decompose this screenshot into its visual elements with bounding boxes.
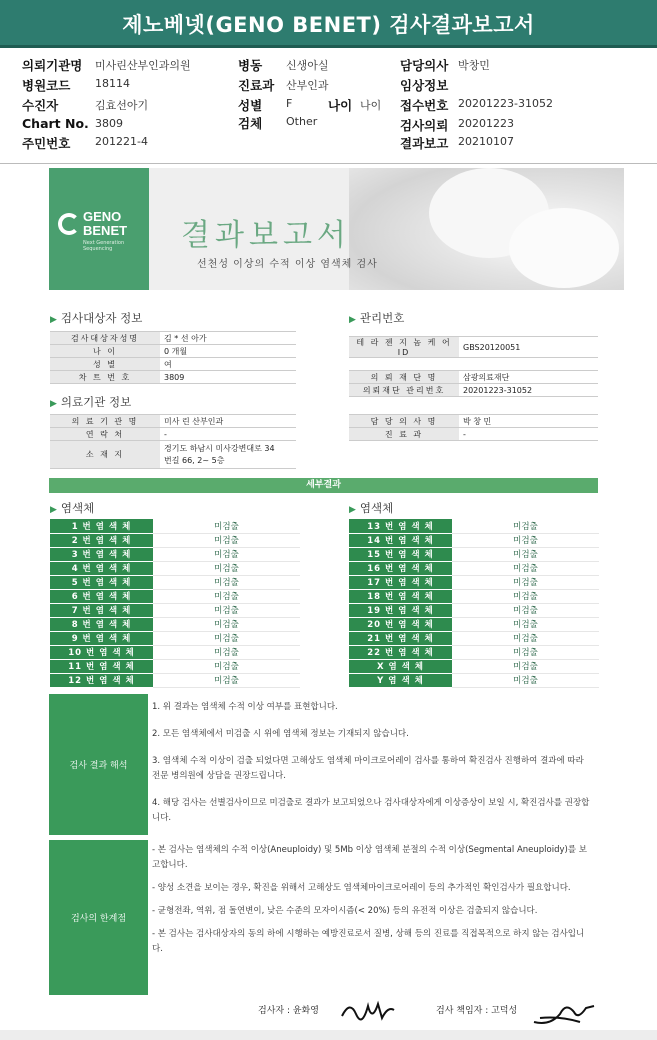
chromosome-result: 미검출 — [452, 589, 599, 603]
table-row — [50, 561, 300, 575]
tester-signature-icon — [338, 996, 398, 1028]
table-row — [349, 561, 599, 575]
report-header — [0, 0, 657, 48]
arrow-icon: ▶ — [50, 505, 57, 515]
key-cell: 진 료 과 — [349, 428, 459, 441]
chromosome-label: X 염 색 체 — [349, 659, 452, 673]
info-label: 병원코드 — [22, 78, 71, 93]
key-cell: 테 라 젠 지 놈 케 어 ID — [349, 337, 459, 358]
table-row — [50, 659, 300, 673]
key-cell: 담 당 의 사 명 — [349, 415, 459, 428]
value-cell: 김 * 선 아가 — [160, 332, 296, 345]
value-cell: 박 창 민 — [459, 415, 598, 428]
chromosome-label: 18 번 염 색 체 — [349, 589, 452, 603]
chromosome-result: 미검출 — [153, 533, 300, 547]
logo-panel — [49, 168, 149, 290]
chromosome-result: 미검출 — [452, 533, 599, 547]
info-label: Chart No. — [22, 116, 89, 131]
chromosome-result: 미검출 — [452, 561, 599, 575]
logo-line: GENO — [83, 209, 122, 224]
address-line: 경기도 하남시 미사강변대로 34 — [164, 443, 275, 453]
limitations-box — [49, 840, 598, 995]
table-row — [349, 659, 599, 673]
chromosome-result: 미검출 — [452, 547, 599, 561]
geno-logo-icon — [58, 213, 80, 235]
chromosome-table-right — [349, 519, 599, 688]
table-row — [349, 645, 599, 659]
chromosome-result: 미검출 — [153, 575, 300, 589]
key-cell: 의 료 기 관 명 — [50, 415, 160, 428]
result-banner — [49, 168, 624, 290]
divider — [0, 163, 657, 164]
value-cell: 미사 린 산부인과 — [160, 415, 296, 428]
table-row — [50, 358, 296, 371]
chromosome-result: 미검출 — [153, 659, 300, 673]
note-line: - 양성 소견을 보이는 경우, 확진을 위해서 고해상도 염색체마이크로어레이 등의 추가적인 확인검사가 필요합니다. — [152, 883, 571, 893]
subject-table — [50, 331, 296, 384]
banner-subtitle: 선천성 이상의 수적 이상 염색체 검사 — [197, 259, 378, 270]
chromosome-result: 미검출 — [452, 575, 599, 589]
limitations-text — [148, 840, 598, 995]
table-row — [50, 603, 300, 617]
banner-title: 결과보고서 — [181, 218, 351, 253]
arrow-icon: ▶ — [50, 399, 57, 409]
info-label: 결과보고 — [400, 136, 449, 151]
chromosome-label: 14 번 염 색 체 — [349, 533, 452, 547]
interpretation-label: 검사 결과 해석 — [49, 694, 148, 835]
info-label: 임상정보 — [400, 78, 449, 93]
note-line: 3. 염색체 수적 이상이 검출 되었다면 고해상도 염색체 마이크로어레이 검사를 통하여 확진검사 진행하여 결과에 따라 전문 병의원에 상담을 권장드립니다. — [152, 756, 584, 781]
info-value: 18114 — [95, 77, 130, 90]
key-cell: 검사대상자성명 — [50, 332, 160, 345]
chromosome-result: 미검출 — [452, 603, 599, 617]
value-cell: 여 — [160, 358, 296, 371]
chromosome-label: 3 번 염 색 체 — [50, 547, 153, 561]
chromosome-label: 10 번 염 색 체 — [50, 645, 153, 659]
info-label: 수진자 — [22, 98, 59, 113]
key-cell: 연 락 처 — [50, 428, 160, 441]
chromosome-label: 1 번 염 색 체 — [50, 519, 153, 533]
table-row — [349, 384, 598, 397]
footer-strip — [0, 1030, 657, 1040]
table-row — [349, 415, 598, 428]
section-heading — [349, 500, 393, 516]
detail-results-bar: 세부결과 — [49, 478, 598, 493]
chromosome-label: 21 번 염 색 체 — [349, 631, 452, 645]
table-row — [349, 673, 599, 687]
logo-line: BENET — [83, 223, 128, 238]
info-value: 20210107 — [458, 135, 514, 148]
table-row — [50, 371, 296, 384]
info-value: 박창민 — [458, 59, 490, 72]
info-value: 201221-4 — [95, 135, 148, 148]
table-row — [349, 631, 599, 645]
arrow-icon: ▶ — [349, 315, 356, 325]
value-cell: 0 개월 — [160, 345, 296, 358]
doctor-table — [349, 414, 598, 441]
chromosome-label: 22 번 염 색 체 — [349, 645, 452, 659]
note-line: 1. 위 결과는 염색체 수적 이상 여부를 표현합니다. — [152, 702, 338, 712]
interpretation-box — [49, 694, 598, 835]
info-value: Other — [286, 115, 318, 128]
value-cell: - — [459, 428, 598, 441]
table-row — [349, 575, 599, 589]
info-label: 성별 — [238, 98, 263, 113]
note-line: - 본 검사는 염색체의 수적 이상(Aneuploidy) 및 5Mb 이상 염색체 분절의 수적 이상(Segmental Aneuploidy)를 보고합니다. — [152, 845, 587, 870]
section-heading — [50, 500, 94, 516]
key-cell: 나 이 — [50, 345, 160, 358]
heading-text: 관리번호 — [359, 311, 405, 325]
table-row — [349, 547, 599, 561]
chromosome-table-left — [50, 519, 300, 688]
value-cell: 20201223-31052 — [459, 384, 598, 397]
table-row — [349, 617, 599, 631]
table-row — [50, 441, 296, 469]
limitations-label: 검사의 한계점 — [49, 840, 148, 995]
spacer-cell — [459, 358, 598, 371]
heading-text: 검사대상자 정보 — [60, 311, 143, 325]
section-heading — [50, 394, 131, 410]
age-value: 나이 — [360, 99, 382, 112]
info-label: 진료과 — [238, 78, 275, 93]
chromosome-label: 13 번 염 색 체 — [349, 519, 452, 533]
key-cell: 의뢰재단 관리번호 — [349, 384, 459, 397]
info-label: 담당의사 — [400, 58, 449, 73]
manager-signature-label: 검사 책임자 : 고덕성 — [436, 1006, 518, 1016]
chromosome-label: 7 번 염 색 체 — [50, 603, 153, 617]
note-line: 2. 모든 염색체에서 미검출 시 위에 염색체 정보는 기재되지 않습니다. — [152, 729, 409, 739]
table-row — [349, 519, 599, 533]
section-heading — [349, 310, 404, 326]
chromosome-label: 19 번 염 색 체 — [349, 603, 452, 617]
key-cell: 소 재 지 — [50, 441, 160, 469]
address-line: 번길 66, 2~ 5층 — [164, 455, 225, 465]
chromosome-result: 미검출 — [452, 631, 599, 645]
table-row — [349, 428, 598, 441]
value-cell: - — [160, 428, 296, 441]
foot-shape — [509, 208, 619, 288]
chromosome-result: 미검출 — [153, 519, 300, 533]
heading-text: 염색체 — [359, 501, 394, 515]
chromosome-result: 미검출 — [153, 617, 300, 631]
table-row — [349, 603, 599, 617]
chromosome-label: Y 염 색 체 — [349, 673, 452, 687]
chromosome-result: 미검출 — [452, 645, 599, 659]
arrow-icon: ▶ — [349, 505, 356, 515]
info-label: 병동 — [238, 58, 263, 73]
table-row — [50, 617, 300, 631]
interpretation-text — [148, 694, 598, 835]
info-value: 산부인과 — [286, 79, 329, 92]
chromosome-label: 8 번 염 색 체 — [50, 617, 153, 631]
chromosome-label: 6 번 염 색 체 — [50, 589, 153, 603]
table-row — [349, 337, 598, 358]
chromosome-label: 20 번 염 색 체 — [349, 617, 452, 631]
chromosome-result: 미검출 — [153, 645, 300, 659]
table-row — [50, 631, 300, 645]
heading-text: 의료기관 정보 — [60, 395, 132, 409]
heading-text: 염색체 — [60, 501, 95, 515]
table-row — [50, 345, 296, 358]
chromosome-result: 미검출 — [153, 547, 300, 561]
info-value: 신생아실 — [286, 59, 329, 72]
key-cell: 성 별 — [50, 358, 160, 371]
arrow-icon: ▶ — [50, 315, 57, 325]
chromosome-result: 미검출 — [153, 673, 300, 687]
info-label: 의뢰기관명 — [22, 58, 83, 73]
table-row — [50, 332, 296, 345]
institution-table — [50, 414, 296, 469]
key-cell: 의 뢰 재 단 명 — [349, 371, 459, 384]
info-label: 접수번호 — [400, 98, 449, 113]
info-value: 20201223-31052 — [458, 97, 553, 110]
table-row — [50, 428, 296, 441]
note-line: - 균형전좌, 역위, 점 돌연변이, 낮은 수준의 모자이시즘(< 20%) 등의 유전적 이상은 검출되지 않습니다. — [152, 906, 538, 916]
chromosome-label: 11 번 염 색 체 — [50, 659, 153, 673]
info-value: F — [286, 97, 293, 110]
manager-signature-icon — [530, 996, 600, 1030]
management-table — [349, 336, 598, 397]
chromosome-result: 미검출 — [452, 617, 599, 631]
table-row — [50, 533, 300, 547]
table-row — [50, 673, 300, 687]
table-row — [50, 415, 296, 428]
table-row — [50, 589, 300, 603]
chromosome-result: 미검출 — [452, 659, 599, 673]
key-cell: 차 트 번 호 — [50, 371, 160, 384]
info-label: 주민번호 — [22, 136, 71, 151]
logo-subtext: Next Generation Sequencing — [83, 240, 125, 252]
patient-info-grid — [0, 52, 657, 162]
tester-signature-label: 검사자 : 윤화영 — [258, 1006, 319, 1016]
chromosome-label: 15 번 염 색 체 — [349, 547, 452, 561]
chromosome-label: 17 번 염 색 체 — [349, 575, 452, 589]
value-cell: 3809 — [160, 371, 296, 384]
chromosome-label: 4 번 염 색 체 — [50, 561, 153, 575]
table-row — [349, 358, 598, 371]
table-row — [50, 575, 300, 589]
logo-text — [83, 210, 127, 238]
chromosome-label: 5 번 염 색 체 — [50, 575, 153, 589]
table-row — [349, 533, 599, 547]
value-cell: GBS20120051 — [459, 337, 598, 358]
chromosome-result: 미검출 — [153, 589, 300, 603]
chromosome-label: 12 번 염 색 체 — [50, 673, 153, 687]
info-label: 검사의뢰 — [400, 118, 449, 133]
info-value: 20201223 — [458, 117, 514, 130]
chromosome-label: 9 번 염 색 체 — [50, 631, 153, 645]
value-cell — [160, 441, 296, 469]
report-title: 제노베넷(GENO BENET) 검사결과보고서 — [122, 13, 535, 37]
info-value: 3809 — [95, 117, 123, 130]
age-label: 나이 — [328, 98, 353, 113]
table-row — [50, 645, 300, 659]
info-value: 김효선아기 — [95, 99, 149, 112]
chromosome-label: 2 번 염 색 체 — [50, 533, 153, 547]
table-row — [349, 371, 598, 384]
chromosome-result: 미검출 — [153, 631, 300, 645]
note-line: - 본 검사는 검사대상자의 동의 하에 시행하는 예방진료로서 질병, 상해 등의 진료를 직접목적으로 하지 않는 검사입니다. — [152, 929, 585, 954]
section-heading — [50, 310, 142, 326]
value-cell: 삼광의료재단 — [459, 371, 598, 384]
spacer-cell — [349, 358, 459, 371]
chromosome-result: 미검출 — [153, 561, 300, 575]
info-label: 검체 — [238, 116, 263, 131]
note-line: 4. 해당 검사는 선별검사이므로 미검출로 결과가 보고되었으나 검사대상자에게 이상증상이 보일 시, 확진검사를 권장합니다. — [152, 798, 590, 823]
info-value: 미사린산부인과의원 — [95, 59, 191, 72]
chromosome-result: 미검출 — [452, 519, 599, 533]
table-row — [349, 589, 599, 603]
table-row — [50, 547, 300, 561]
table-row — [50, 519, 300, 533]
chromosome-result: 미검출 — [452, 673, 599, 687]
chromosome-result: 미검출 — [153, 603, 300, 617]
chromosome-label: 16 번 염 색 체 — [349, 561, 452, 575]
